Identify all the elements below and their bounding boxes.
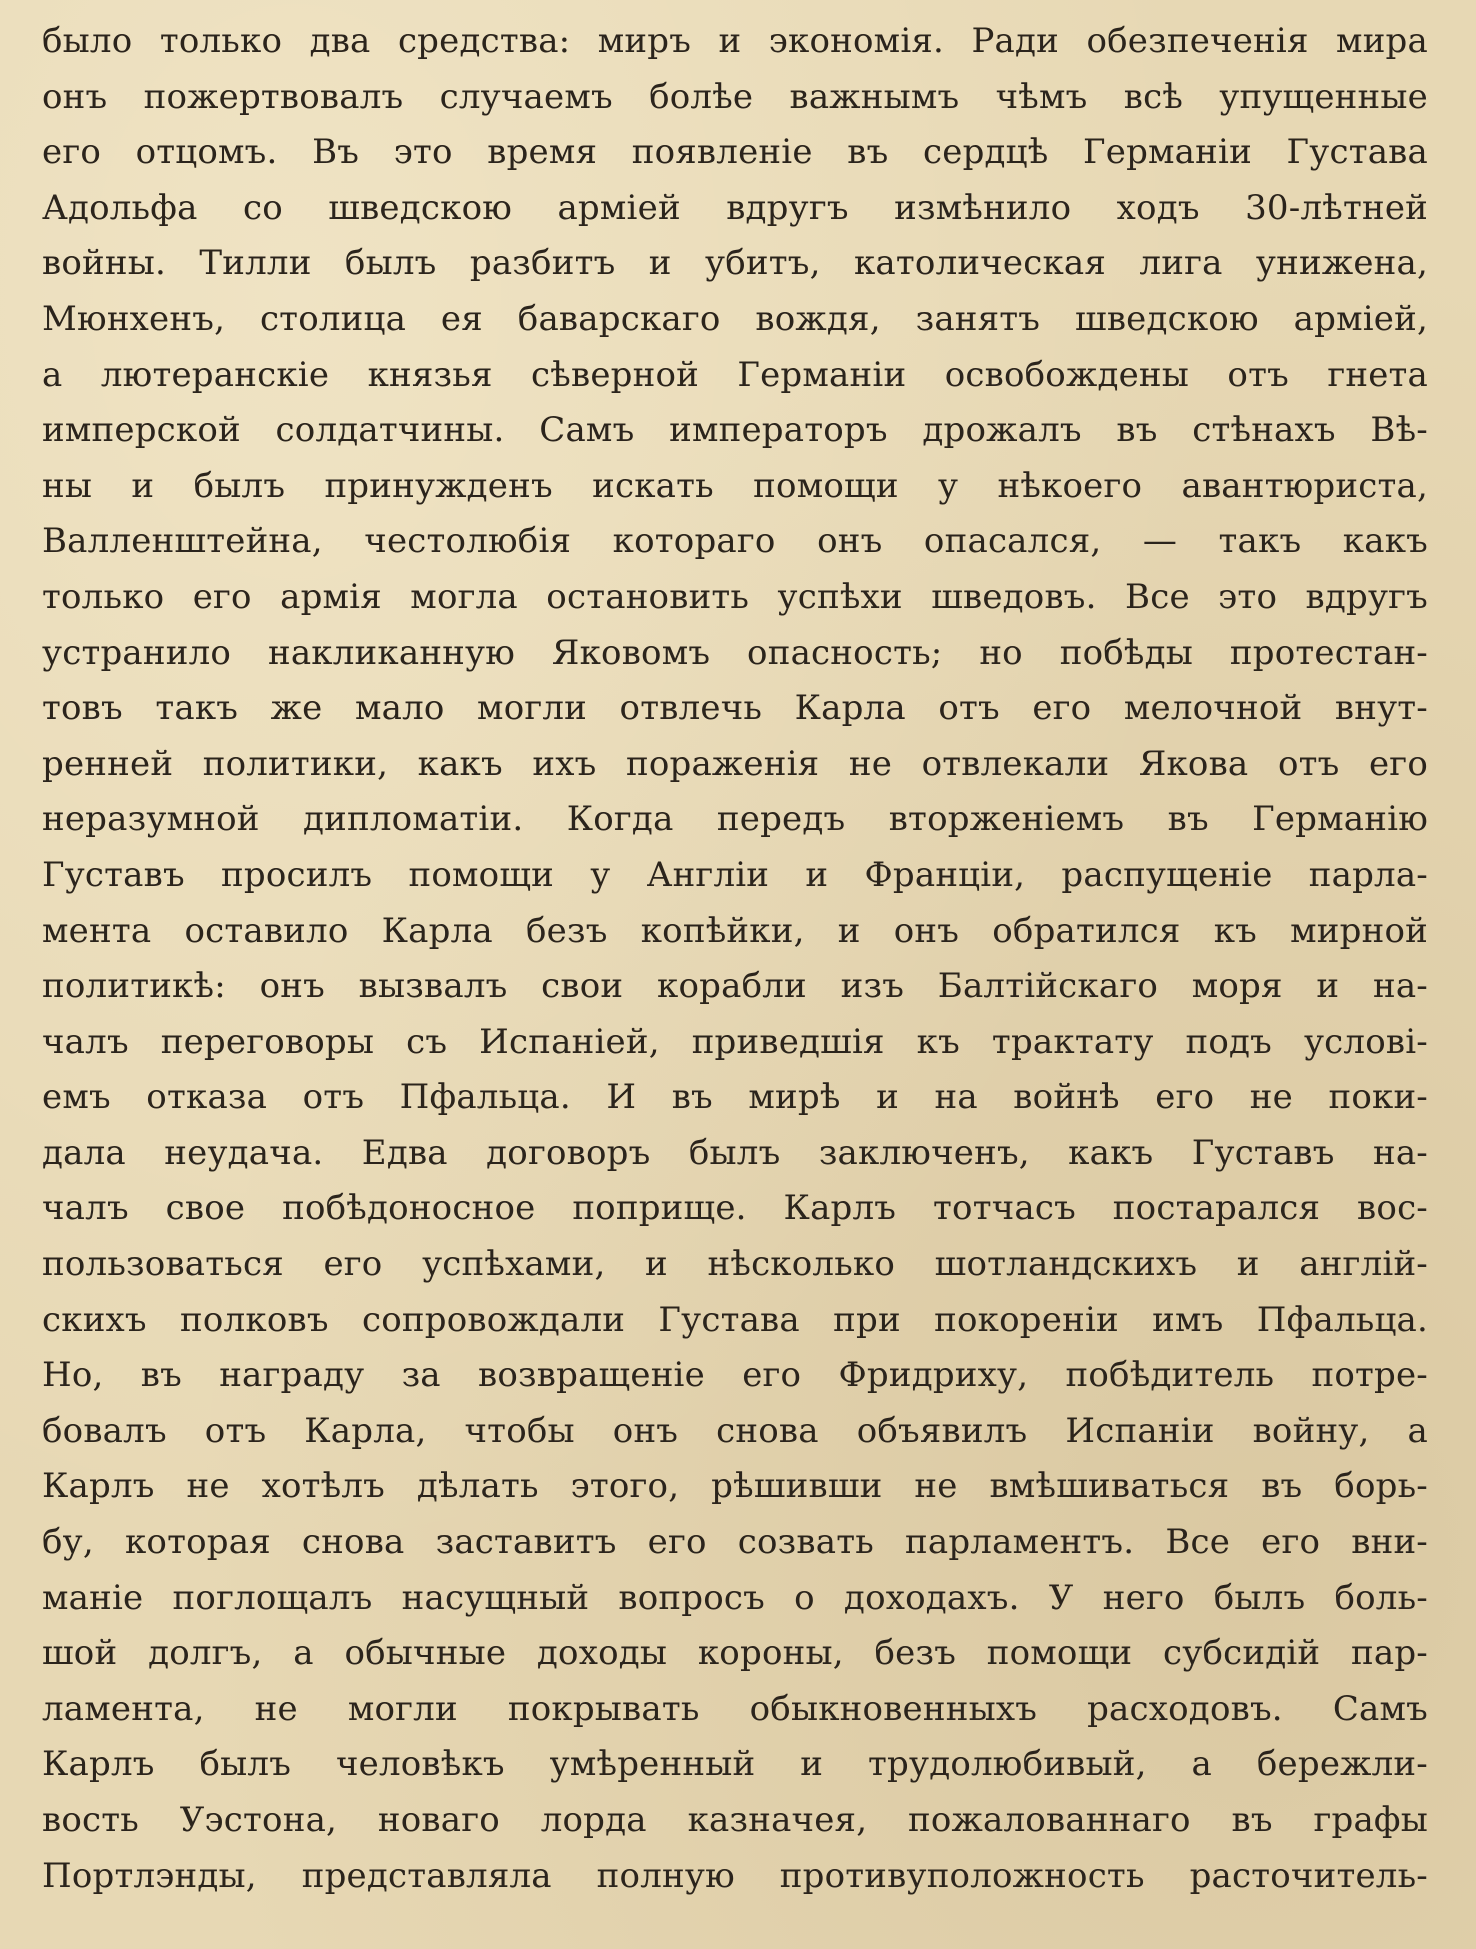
text-line: политикѣ: онъ вызвалъ свои корабли изъ Балтійскаго моря и на-	[42, 966, 1428, 1007]
text-line: неразумной дипломатіи. Когда передъ вторженіемъ въ Германію	[42, 799, 1428, 840]
text-line: было только два средства: миръ и экономія. Ради обезпеченія мира	[42, 21, 1428, 61]
text-line: шой долгъ, а обычные доходы короны, безъ помощи субсидій пар-	[42, 1633, 1428, 1674]
text-line: бовалъ отъ Карла, чтобы онъ снова объявилъ Испаніи войну, а	[42, 1410, 1428, 1451]
text-line: Адольфа со шведскою арміей вдругъ измѣнило ходъ 30-лѣтней	[42, 187, 1428, 228]
text-line: бу, которая снова заставитъ его созвать парламентъ. Все его вни-	[42, 1522, 1428, 1563]
text-line: онъ пожертвовалъ случаемъ болѣе важнымъ чѣмъ всѣ упущенные	[42, 76, 1428, 117]
text-line: ренней политики, какъ ихъ пораженія не отвлекали Якова отъ его	[42, 743, 1428, 784]
text-line: Густавъ просилъ помощи у Англіи и Франціи, распущеніе парла-	[42, 854, 1428, 895]
text-line: его отцомъ. Въ это время появленіе въ сердцѣ Германіи Густава	[42, 132, 1428, 173]
text-line: вость Уэстона, новаго лорда казначея, пожалованнаго въ графы	[42, 1800, 1428, 1840]
text-line: ламента, не могли покрывать обыкновенныхъ расходовъ. Самъ	[42, 1688, 1428, 1729]
text-line: ны и былъ принужденъ искать помощи у нѣкоего авантюриста,	[42, 465, 1428, 506]
text-line: а лютеранскіе князья сѣверной Германіи освобождены отъ гнета	[42, 354, 1428, 395]
text-line: Валленштейна, честолюбія котораго онъ опасался, — такъ какъ	[42, 521, 1428, 562]
text-line: Карлъ былъ человѣкъ умѣренный и трудолюбивый, а бережли-	[42, 1744, 1428, 1785]
text-line: маніе поглощалъ насущный вопросъ о доходахъ. У него былъ боль-	[42, 1577, 1428, 1618]
text-line: товъ такъ же мало могли отвлечь Карла отъ его мелочной внут-	[42, 688, 1428, 729]
text-line: чалъ свое побѣдоносное поприще. Карлъ тотчасъ постарался вос-	[42, 1188, 1428, 1229]
page-text	[42, 14, 1428, 1904]
text-line: емъ отказа отъ Пфальца. И въ мирѣ и на войнѣ его не поки-	[42, 1077, 1428, 1118]
text-line: Карлъ не хотѣлъ дѣлать этого, рѣшивши не вмѣшиваться въ борь-	[42, 1466, 1428, 1507]
text-line: Портлэнды, представляла полную противуположность расточитель-	[42, 1855, 1428, 1896]
text-line: войны. Тилли былъ разбитъ и убитъ, католическая лига унижена,	[42, 243, 1428, 284]
text-line: скихъ полковъ сопровождали Густава при покореніи имъ Пфальца.	[42, 1299, 1428, 1340]
text-line: Мюнхенъ, столица ея баварскаго вождя, занятъ шведскою арміей,	[42, 298, 1428, 339]
text-line: чалъ переговоры съ Испаніей, приведшія къ трактату подъ услові-	[42, 1021, 1428, 1062]
text-line: устранило накликанную Яковомъ опасность; но побѣды протестан-	[42, 632, 1428, 673]
text-line: мента оставило Карла безъ копѣйки, и онъ обратился къ мирной	[42, 910, 1428, 951]
text-line: Но, въ награду за возвращеніе его Фридриху, побѣдитель потре-	[42, 1355, 1428, 1396]
text-line: имперской солдатчины. Самъ императоръ дрожалъ въ стѣнахъ Вѣ-	[42, 410, 1428, 451]
text-line: только его армія могла остановить успѣхи шведовъ. Все это вдругъ	[42, 576, 1428, 617]
text-line: пользоваться его успѣхами, и нѣсколько шотландскихъ и англій-	[42, 1244, 1428, 1285]
text-line: дала неудача. Едва договоръ былъ заключенъ, какъ Густавъ на-	[42, 1132, 1428, 1173]
